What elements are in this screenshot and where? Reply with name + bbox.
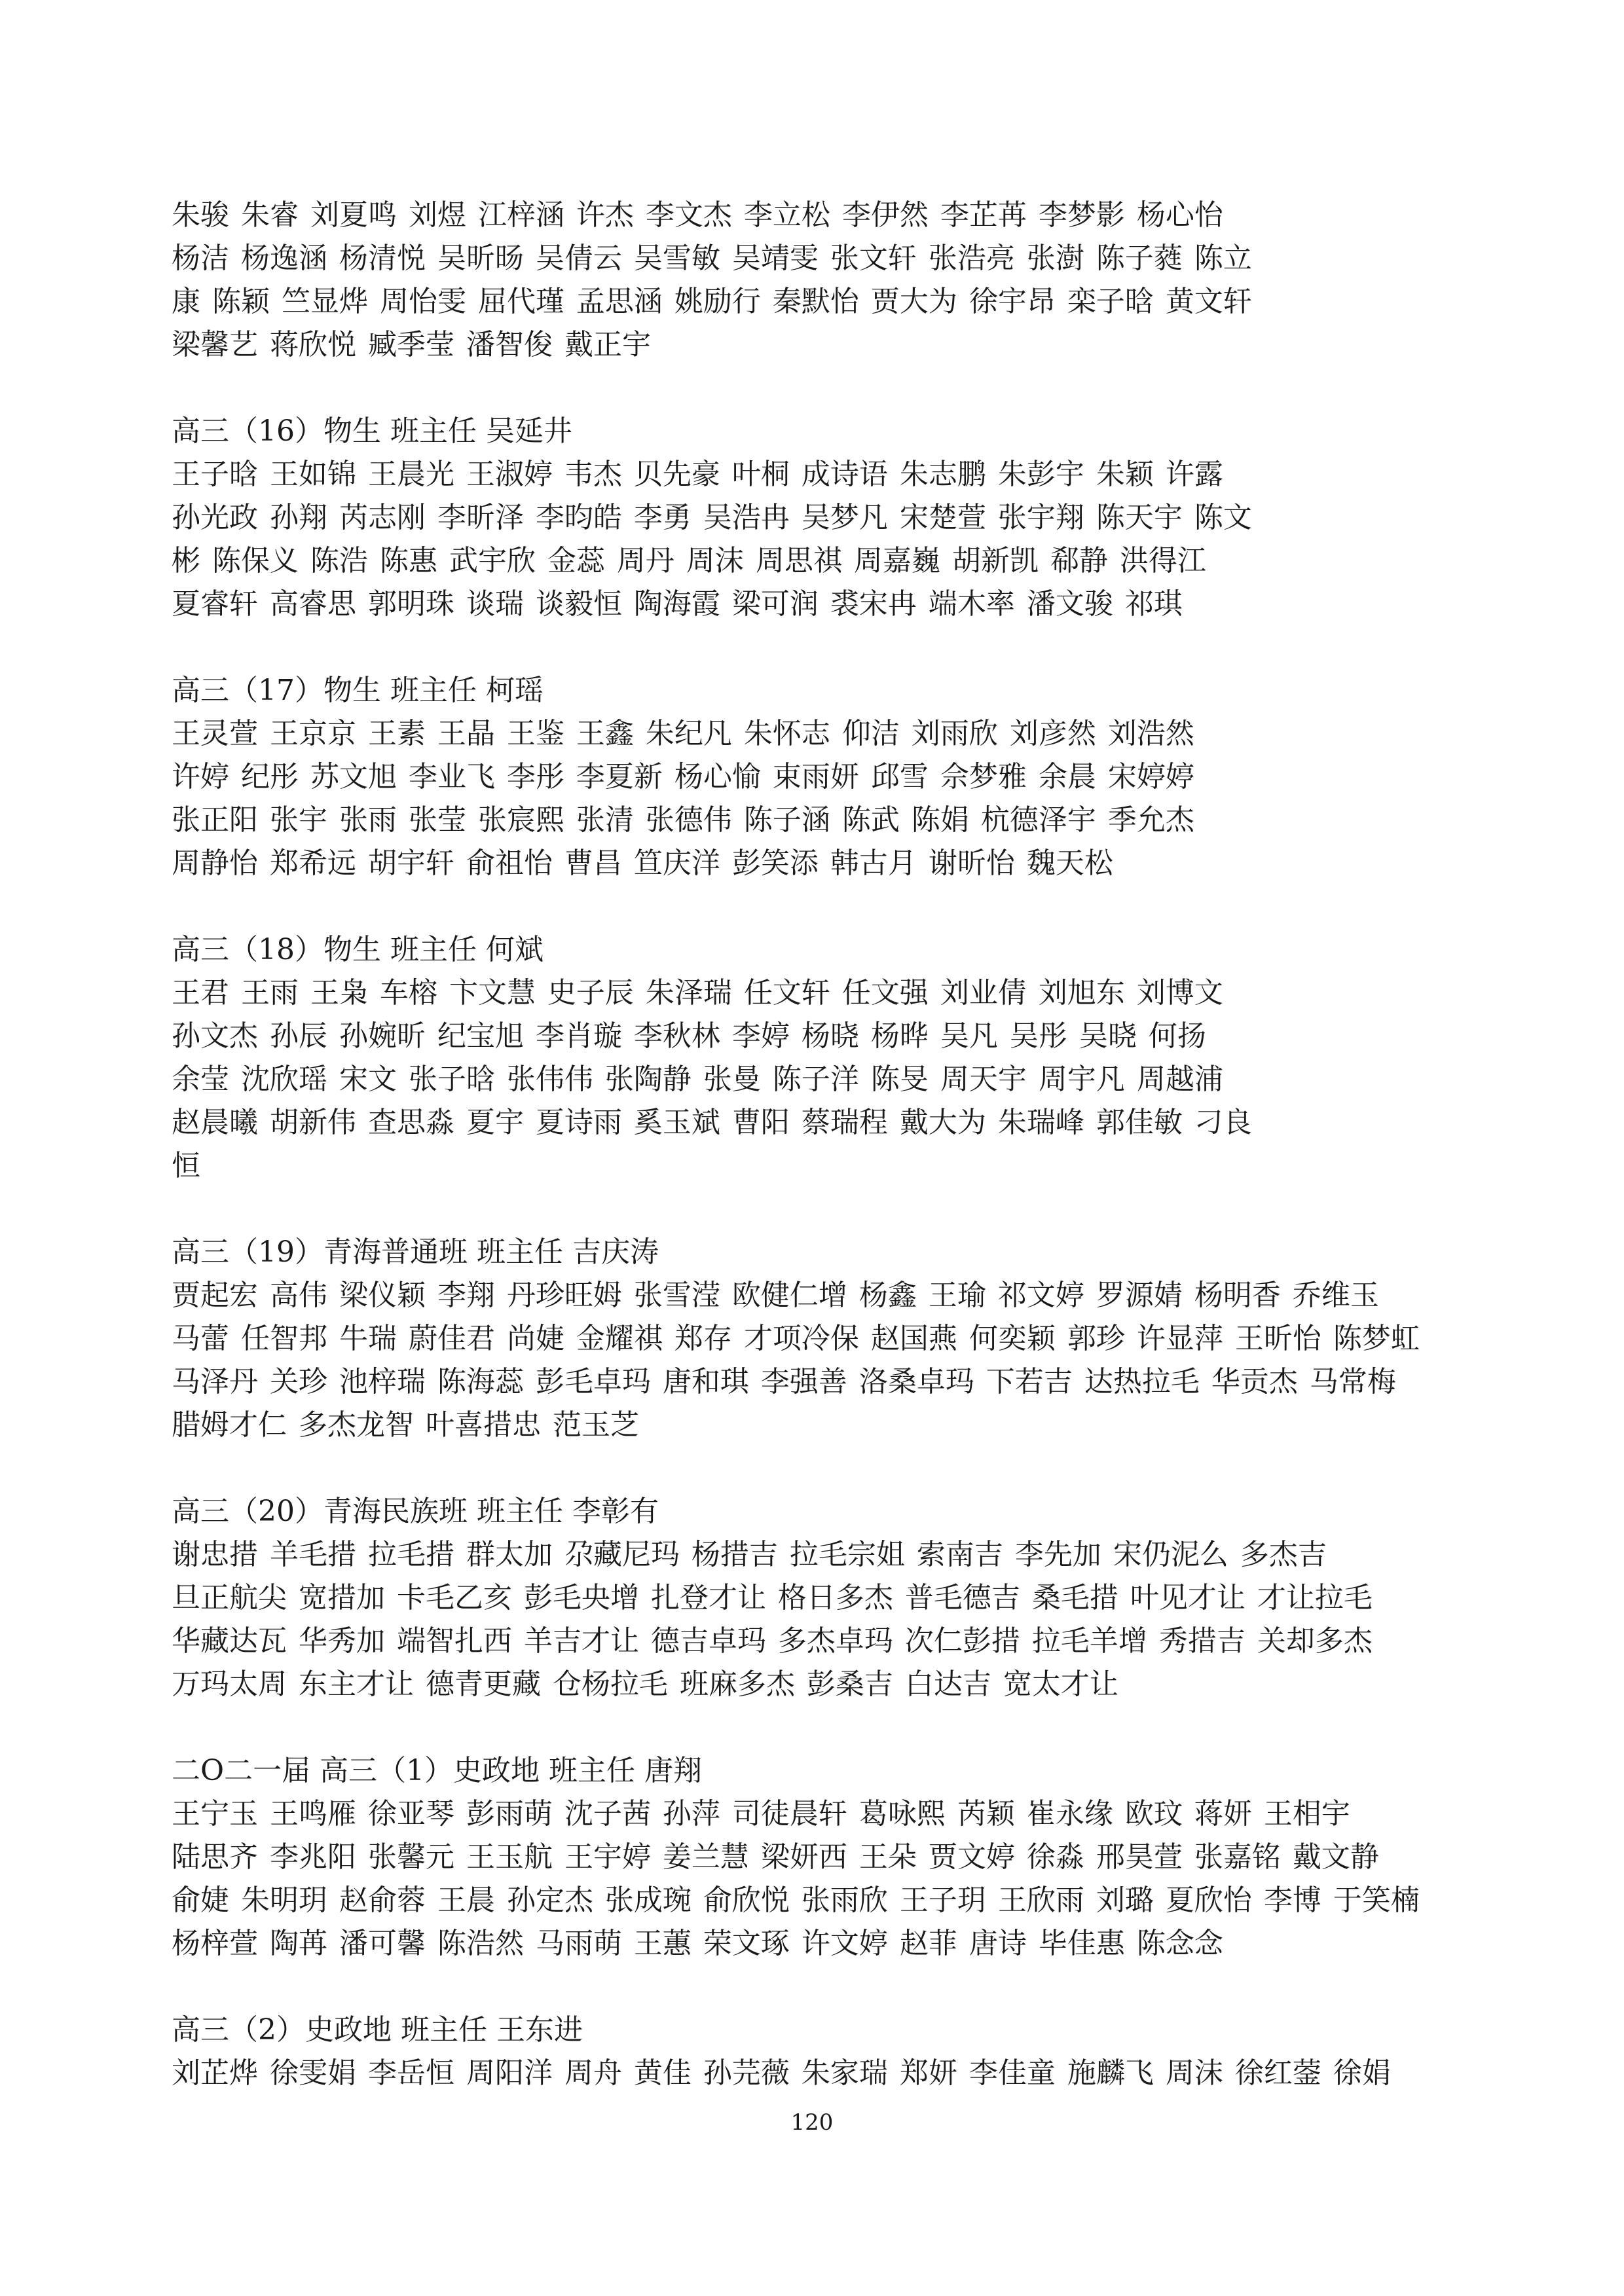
name-list-line: 腊姆才仁 多杰龙智 叶喜措忠 范玉芝 xyxy=(172,1408,639,1442)
name-list-line: 孙光政 孙翔 芮志刚 李昕泽 李昀皓 李勇 吴浩冉 吴梦凡 宋楚萱 张宇翔 陈天宇 陈文 xyxy=(172,501,1252,534)
class-heading: 高三（16）物生 班主任 吴延井 xyxy=(172,414,572,448)
name-list-line: 许婷 纪彤 苏文旭 李业飞 李彤 李夏新 杨心愉 束雨妍 邱雪 佘梦雅 余晨 宋婷婷 xyxy=(172,760,1194,793)
class-roster-section xyxy=(172,2009,1468,2095)
name-list-line: 马泽丹 关珍 池梓瑞 陈海蕊 彭毛卓玛 唐和琪 李强善 洛桑卓玛 下若吉 达热拉毛 华贡杰 马常梅 xyxy=(172,1365,1396,1398)
name-list-line: 王子晗 王如锦 王晨光 王淑婷 韦杰 贝先豪 叶桐 成诗语 朱志鹏 朱彭宇 朱颖 许露 xyxy=(172,458,1223,491)
name-list-line: 朱骏 朱睿 刘夏鸣 刘煜 江梓涵 许杰 李文杰 李立松 李伊然 李芷苒 李梦影 杨心怡 xyxy=(172,198,1223,232)
name-list-line: 彬 陈保义 陈浩 陈惠 武宇欣 金蕊 周丹 周沫 周思祺 周嘉巍 胡新凯 郗静 洪得江 xyxy=(172,544,1206,577)
name-list-line: 梁馨艺 蒋欣悦 臧季莹 潘智俊 戴正宇 xyxy=(172,328,651,361)
name-list-line: 谢忠措 羊毛措 拉毛措 群太加 尕藏尼玛 杨措吉 拉毛宗姐 索南吉 李先加 宋仍泥么 多杰吉 xyxy=(172,1538,1327,1571)
name-list-line: 王君 王雨 王枭 车榕 卞文慧 史子辰 朱泽瑞 任文轩 任文强 刘业倩 刘旭东 刘博文 xyxy=(172,976,1223,1010)
name-list-line: 杨梓萱 陶苒 潘可馨 陈浩然 马雨萌 王蕙 荣文琢 许文婷 赵菲 唐诗 毕佳惠 陈念念 xyxy=(172,1927,1223,1960)
document-body xyxy=(172,194,1468,2095)
name-list-line: 王宁玉 王鸣雁 徐亚琴 彭雨萌 沈子茜 孙萍 司徒晨轩 葛咏熙 芮颖 崔永缘 欧玟 蒋妍 王相宇 xyxy=(172,1797,1350,1831)
class-heading: 高三（19）青海普通班 班主任 吉庆涛 xyxy=(172,1235,659,1269)
class-roster-section xyxy=(172,194,1468,367)
class-roster-section xyxy=(172,928,1468,1188)
name-list-line: 恒 xyxy=(172,1149,200,1182)
section-gap xyxy=(172,1965,1468,2009)
class-roster-section xyxy=(172,410,1468,626)
name-list-line: 康 陈颖 竺显烨 周怡雯 屈代瑾 孟思涵 姚励行 秦默怡 贾大为 徐宇昂 栾子晗 黄文轩 xyxy=(172,285,1252,318)
section-gap xyxy=(172,885,1468,928)
name-list-line: 周静怡 郑希远 胡宇轩 俞祖怡 曹昌 笪庆洋 彭笑添 韩古月 谢昕怡 魏天松 xyxy=(172,847,1113,880)
name-list-line: 马蕾 任智邦 牛瑞 蔚佳君 尚婕 金耀祺 郑存 才项冷保 赵国燕 何奕颖 郭珍 许显萍 王昕怡 陈梦虹 xyxy=(172,1322,1420,1355)
class-heading: 高三（17）物生 班主任 柯瑶 xyxy=(172,674,544,707)
page-number: 120 xyxy=(790,2109,834,2136)
section-gap xyxy=(172,1706,1468,1749)
name-list-line: 孙文杰 孙辰 孙婉昕 纪宝旭 李肖璇 李秋林 李婷 杨晓 杨晔 吴凡 吴彤 吴晓 何扬 xyxy=(172,1019,1206,1053)
class-heading: 二O二一届 高三（1）史政地 班主任 唐翔 xyxy=(172,1754,703,1787)
class-heading: 高三（2）史政地 班主任 王东进 xyxy=(172,2013,583,2047)
name-list-line: 杨洁 杨逸涵 杨清悦 吴昕旸 吴倩云 吴雪敏 吴靖雯 张文轩 张浩亮 张澍 陈子蕤 陈立 xyxy=(172,242,1252,275)
section-gap xyxy=(172,626,1468,669)
name-list-line: 俞婕 朱明玥 赵俞蓉 王晨 孙定杰 张成琬 俞欣悦 张雨欣 王子玥 王欣雨 刘璐 夏欣怡 李博 于笑楠 xyxy=(172,1884,1420,1917)
name-list-line: 万玛太周 东主才让 德青更藏 仓杨拉毛 班麻多杰 彭桑吉 白达吉 宽太才让 xyxy=(172,1667,1118,1701)
name-list-line: 旦正航尖 宽措加 卡毛乙亥 彭毛央增 扎登才让 格日多杰 普毛德吉 桑毛措 叶见才让 才让拉毛 xyxy=(172,1581,1373,1614)
class-roster-section xyxy=(172,1231,1468,1447)
section-gap xyxy=(172,367,1468,410)
name-list-line: 刘芷烨 徐雯娟 李岳恒 周阳洋 周舟 黄佳 孙芫薇 朱家瑞 郑妍 李佳童 施麟飞 周沫 徐红蓥 徐娟 xyxy=(172,2056,1391,2090)
class-heading: 高三（20）青海民族班 班主任 李彰有 xyxy=(172,1495,659,1528)
name-list-line: 贾起宏 高伟 梁仪颖 李翔 丹珍旺姆 张雪滢 欧健仁增 杨鑫 王瑜 祁文婷 罗源婧 杨明香 乔维玉 xyxy=(172,1279,1379,1312)
class-roster-section xyxy=(172,1490,1468,1706)
name-list-line: 王灵萱 王京京 王素 王晶 王鉴 王鑫 朱纪凡 朱怀志 仰洁 刘雨欣 刘彦然 刘浩然 xyxy=(172,717,1194,750)
section-gap xyxy=(172,1188,1468,1231)
name-list-line: 余莹 沈欣瑶 宋文 张子晗 张伟伟 张陶静 张曼 陈子洋 陈旻 周天宇 周宇凡 周越浦 xyxy=(172,1063,1223,1096)
class-roster-section xyxy=(172,669,1468,885)
name-list-line: 赵晨曦 胡新伟 查思淼 夏宇 夏诗雨 奚玉斌 曹阳 蔡瑞程 戴大为 朱瑞峰 郭佳敏 刁良 xyxy=(172,1106,1252,1139)
name-list-line: 张正阳 张宇 张雨 张莹 张宸熙 张清 张德伟 陈子涵 陈武 陈娟 杭德泽宇 季允杰 xyxy=(172,803,1194,837)
class-heading: 高三（18）物生 班主任 何斌 xyxy=(172,933,544,966)
name-list-line: 夏睿轩 高睿思 郭明珠 谈瑞 谈毅恒 陶海霞 梁可润 裘宋冉 端木率 潘文骏 祁琪 xyxy=(172,587,1183,621)
section-gap xyxy=(172,1447,1468,1490)
name-list-line: 陆思齐 李兆阳 张馨元 王玉航 王宇婷 姜兰慧 梁妍西 王朵 贾文婷 徐淼 邢昊萱 张嘉铭 戴文静 xyxy=(172,1840,1379,1874)
name-list-line: 华藏达瓦 华秀加 端智扎西 羊吉才让 德吉卓玛 多杰卓玛 次仁彭措 拉毛羊增 秀措吉 关却多杰 xyxy=(172,1624,1373,1658)
class-roster-section xyxy=(172,1749,1468,1965)
